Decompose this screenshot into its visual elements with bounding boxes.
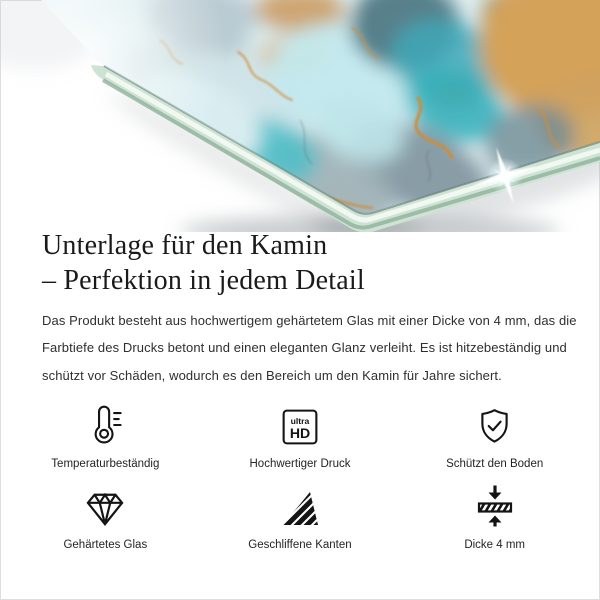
feature-label: Gehärtetes Glas bbox=[63, 539, 148, 551]
thickness-icon bbox=[475, 484, 515, 528]
feature-temperature bbox=[8, 403, 203, 471]
features-grid bbox=[8, 403, 592, 552]
description-line: Farbtiefe des Drucks betont und einen eleganten Glanz verleiht. Es ist hitzebeständig und bbox=[42, 340, 567, 356]
description-line: schützt vor Schäden, wodurch es den Bereich um den Kamin für Jahre sichert. bbox=[42, 367, 502, 383]
shield-check-icon bbox=[474, 403, 515, 447]
polished-edges-icon bbox=[280, 484, 320, 528]
svg-text:HD: HD bbox=[289, 424, 311, 441]
feature-label: Temperaturbeständig bbox=[51, 458, 160, 470]
feature-polished-edges bbox=[203, 484, 398, 552]
feature-label: Geschliffene Kanten bbox=[248, 539, 352, 551]
product-photo bbox=[0, 0, 600, 232]
feature-thickness bbox=[397, 484, 592, 552]
description-line: Das Produkt besteht aus hochwertigem gehärtetem Glas mit einer Dicke von 4 mm, das die bbox=[42, 313, 577, 328]
feature-print-quality bbox=[203, 403, 398, 471]
ultra-hd-icon bbox=[280, 403, 320, 447]
feature-floor-protection bbox=[397, 403, 592, 471]
page-title-line2: – Perfektion in jedem Detail bbox=[42, 265, 365, 296]
page-title bbox=[42, 228, 365, 298]
feature-label: Schützt den Boden bbox=[446, 458, 544, 470]
feature-label: Dicke 4 mm bbox=[464, 539, 526, 551]
feature-label: Hochwertiger Druck bbox=[249, 458, 351, 470]
page-title-line1: Unterlage für den Kamin bbox=[42, 230, 328, 261]
feature-tempered-glass bbox=[8, 484, 203, 552]
product-description bbox=[42, 307, 577, 389]
diamond-icon bbox=[84, 484, 126, 528]
thermometer-icon bbox=[83, 403, 127, 447]
glass-panel-image bbox=[0, 0, 600, 232]
svg-text:ultra: ultra bbox=[290, 415, 310, 426]
